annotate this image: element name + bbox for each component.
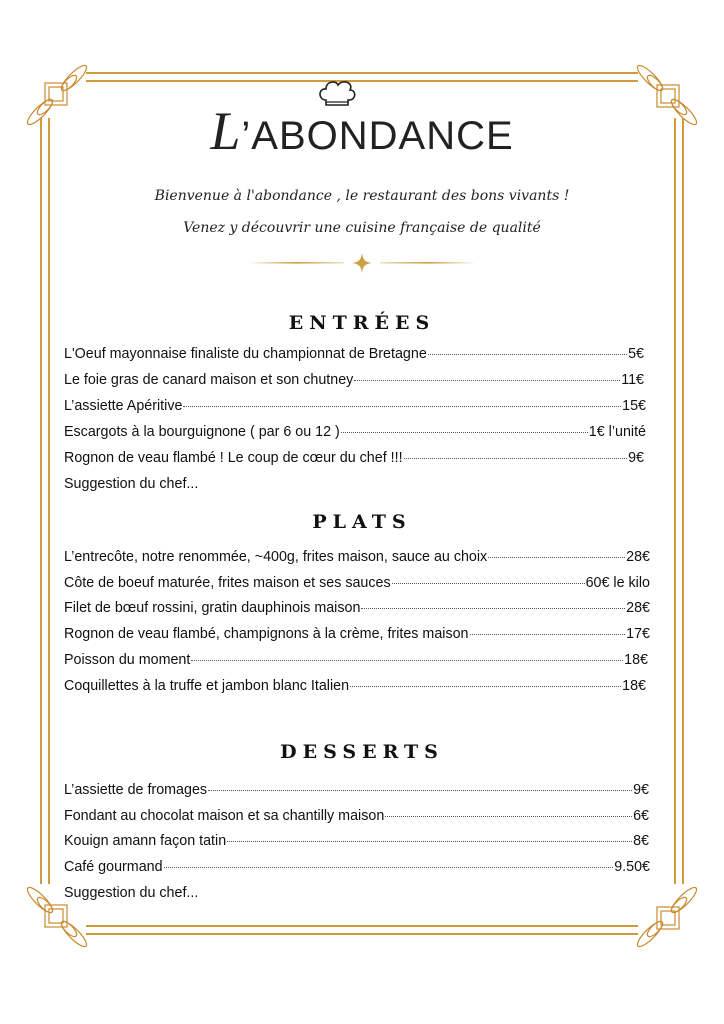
menu-item: L’entrecôte, notre renommée, ~400g, frites maison, sauce au choix 28€ (64, 549, 650, 565)
frame-bottom-inner (86, 925, 638, 927)
menu-item: Escargots à la bourguignone ( par 6 ou 12 ) 1€ l’unité (64, 424, 646, 440)
menu-item: Filet de bœuf rossini, gratin dauphinois maison 28€ (64, 600, 650, 616)
frame-bottom-outer (86, 933, 638, 935)
menu-item: L’assiette Apéritive 15€ (64, 398, 646, 414)
tagline-discover: Venez y découvrir une cuisine française de qualité (183, 220, 541, 236)
section-title-desserts: DESSERTS (280, 741, 444, 763)
logo-text: L’ABONDANCE (210, 100, 513, 162)
chef-hat-icon (316, 78, 358, 110)
menu-item: L’assiette de fromages 9€ (64, 782, 649, 798)
menu-item: Café gourmand 9.50€ (64, 859, 650, 875)
gold-divider-icon (248, 253, 476, 273)
corner-ornament-bottom-right-icon (632, 882, 702, 952)
menu-item: Rognon de veau flambé ! Le coup de cœur du chef !!! 9€ (64, 450, 644, 466)
menu-item: Côte de boeuf maturée, frites maison et ses sauces 60€ le kilo (64, 575, 650, 591)
menu-item: Coquillettes à la truffe et jambon blanc Italien 18€ (64, 678, 646, 694)
menu-item: Poisson du moment 18€ (64, 652, 648, 668)
frame-top-outer (86, 72, 638, 74)
section-title-entrees: ENTRÉES (288, 312, 436, 334)
section-title-plats: PLATS (312, 511, 412, 533)
menu-item: L'Oeuf mayonnaise finaliste du championnat de Bretagne 5€ (64, 346, 644, 362)
restaurant-logo (0, 100, 724, 162)
menu-item: Le foie gras de canard maison et son chutney 11€ (64, 372, 644, 388)
menu-item: Kouign amann façon tatin 8€ (64, 833, 649, 849)
frame-top-inner (86, 80, 638, 82)
menu-item: Rognon de veau flambé, champignons à la crème, frites maison 17€ (64, 626, 650, 642)
tagline-welcome: Bienvenue à l'abondance , le restaurant des bons vivants ! (154, 188, 570, 204)
menu-item: Suggestion du chef... (64, 885, 199, 901)
menu-item: Suggestion du chef... (64, 476, 199, 492)
menu-item: Fondant au chocolat maison et sa chantilly maison 6€ (64, 808, 649, 824)
